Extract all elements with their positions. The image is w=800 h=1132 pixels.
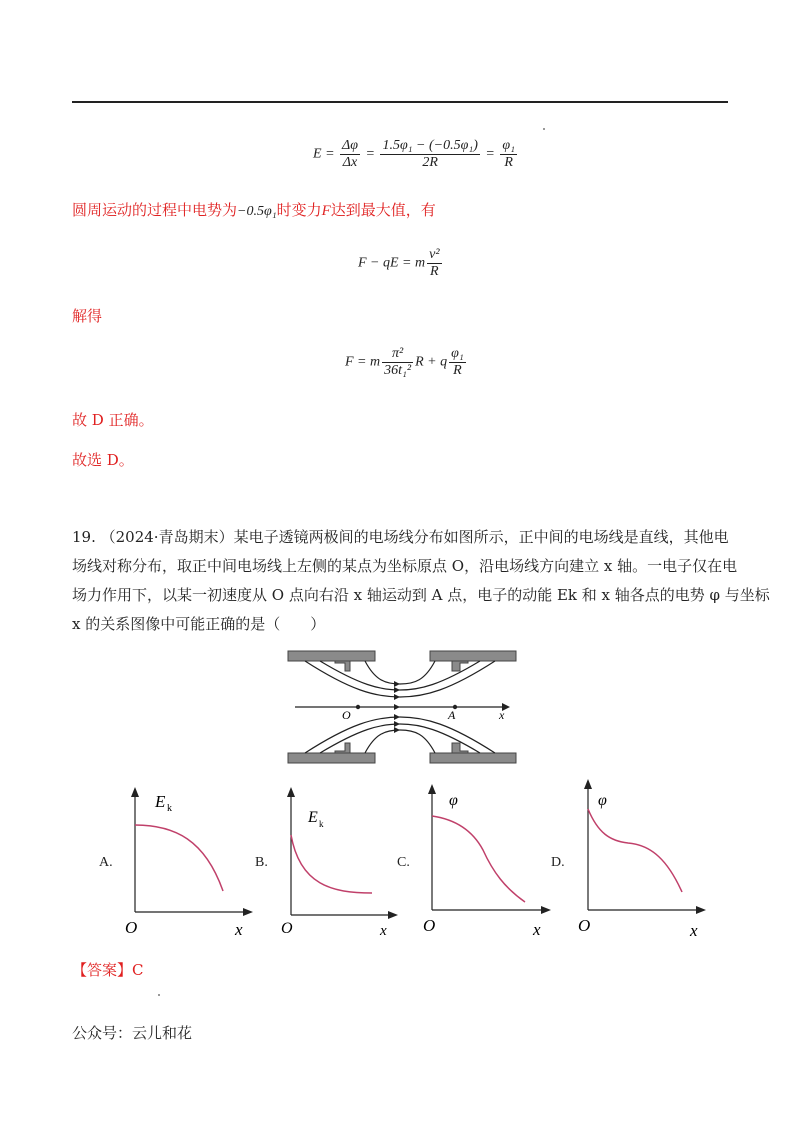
solve-label: 解得 (72, 307, 103, 325)
option-a-origin: O (125, 918, 138, 937)
option-a-graph (115, 785, 260, 940)
option-b-origin: O (281, 920, 293, 937)
footer-wechat-account: 公众号：云儿和花 (72, 1024, 193, 1042)
formula-electric-field: E = $\frac{\Delta\varphi}{\Delta x}$ = $\frac{\text{1.5φ₁ − (−0.5φ₁)}}{2R}$ = $\frac{\text{φ₁}}{R}$ (313, 138, 515, 170)
option-b-x-label: x (380, 923, 387, 939)
conclusion-line-1: 故 D 正确。 (72, 411, 154, 429)
fraction-2: $\frac{\text{1.5φ₁ − (−0.5φ₁)}}{2R}$ (382, 138, 478, 170)
option-d-graph (570, 775, 715, 940)
explanation-line-max-force: 圆周运动的过程中电势为−0.5φ₁时变力F达到最大值，有 (72, 201, 436, 219)
question-line-4: x 的关系图像中可能正确的是（ ） (72, 615, 326, 633)
option-d-y-label: φ (598, 792, 607, 809)
option-c-origin: O (423, 916, 436, 935)
option-b-letter: B. (255, 855, 268, 870)
option-a-curve (135, 825, 223, 891)
point-o (356, 705, 360, 709)
answer-label: 【答案】 (72, 961, 133, 979)
option-d-origin: O (578, 916, 591, 935)
label-x: x (499, 708, 505, 722)
speck-dot (543, 128, 545, 130)
formula-force-equation: F − qE = m $\frac{\text{v²}}{R}$ (358, 247, 440, 279)
label-o: O (342, 708, 351, 722)
option-c-graph (415, 780, 560, 940)
fraction-3: $\frac{\text{φ₁}}{R}$ (502, 138, 515, 170)
option-d-curve (588, 809, 682, 892)
question-line-2: 场线对称分布，取正中间电场线上左侧的某点为坐标原点 O，沿电场线方向建立 x 轴。一电子仅在电 (72, 557, 738, 575)
option-b-y-label: E (308, 809, 318, 826)
top-electrodes (288, 651, 516, 671)
bottom-electrodes (288, 743, 516, 763)
answer-line (72, 962, 144, 978)
option-a-x-label: x (235, 920, 243, 939)
formula-force-result: F = m $\frac{\text{π²}}{\text{36t₁²}}$ R + q $\frac{\text{φ₁}}{R}$ (345, 346, 464, 378)
option-b-curve (291, 835, 372, 893)
question-line-1: 19. （2024·青岛期末）某电子透镜两极间的电场线分布如图所示，正中间的电场线是直线，其他电 (72, 528, 729, 546)
fraction-1: $\frac{\Delta\varphi}{\Delta x}$ (342, 138, 358, 170)
option-b-graph (272, 785, 402, 940)
option-c-x-label: x (533, 920, 541, 939)
option-a-y-label: E (155, 792, 166, 811)
option-a-letter: A. (99, 855, 113, 870)
svg-text:k: k (319, 819, 324, 829)
header-rule (72, 101, 728, 103)
option-d-x-label: x (690, 921, 698, 940)
option-c-curve (432, 816, 525, 902)
conclusion-line-2: 故选 D。 (72, 451, 134, 469)
label-a: A (448, 708, 456, 722)
speck-dot-2 (158, 994, 160, 996)
answer-value: C (132, 961, 144, 979)
electron-lens-figure (280, 645, 520, 770)
option-c-y-label: φ (449, 792, 458, 809)
question-line-3: 场力作用下，以某一初速度从 O 点向右沿 x 轴运动到 A 点，电子的动能 Ek 和 x 轴各点的电势 φ 与坐标 (72, 586, 770, 604)
x-axis (295, 703, 510, 722)
svg-text:k: k (167, 803, 172, 814)
option-c-letter: C. (397, 855, 410, 870)
option-d-letter: D. (551, 855, 565, 870)
